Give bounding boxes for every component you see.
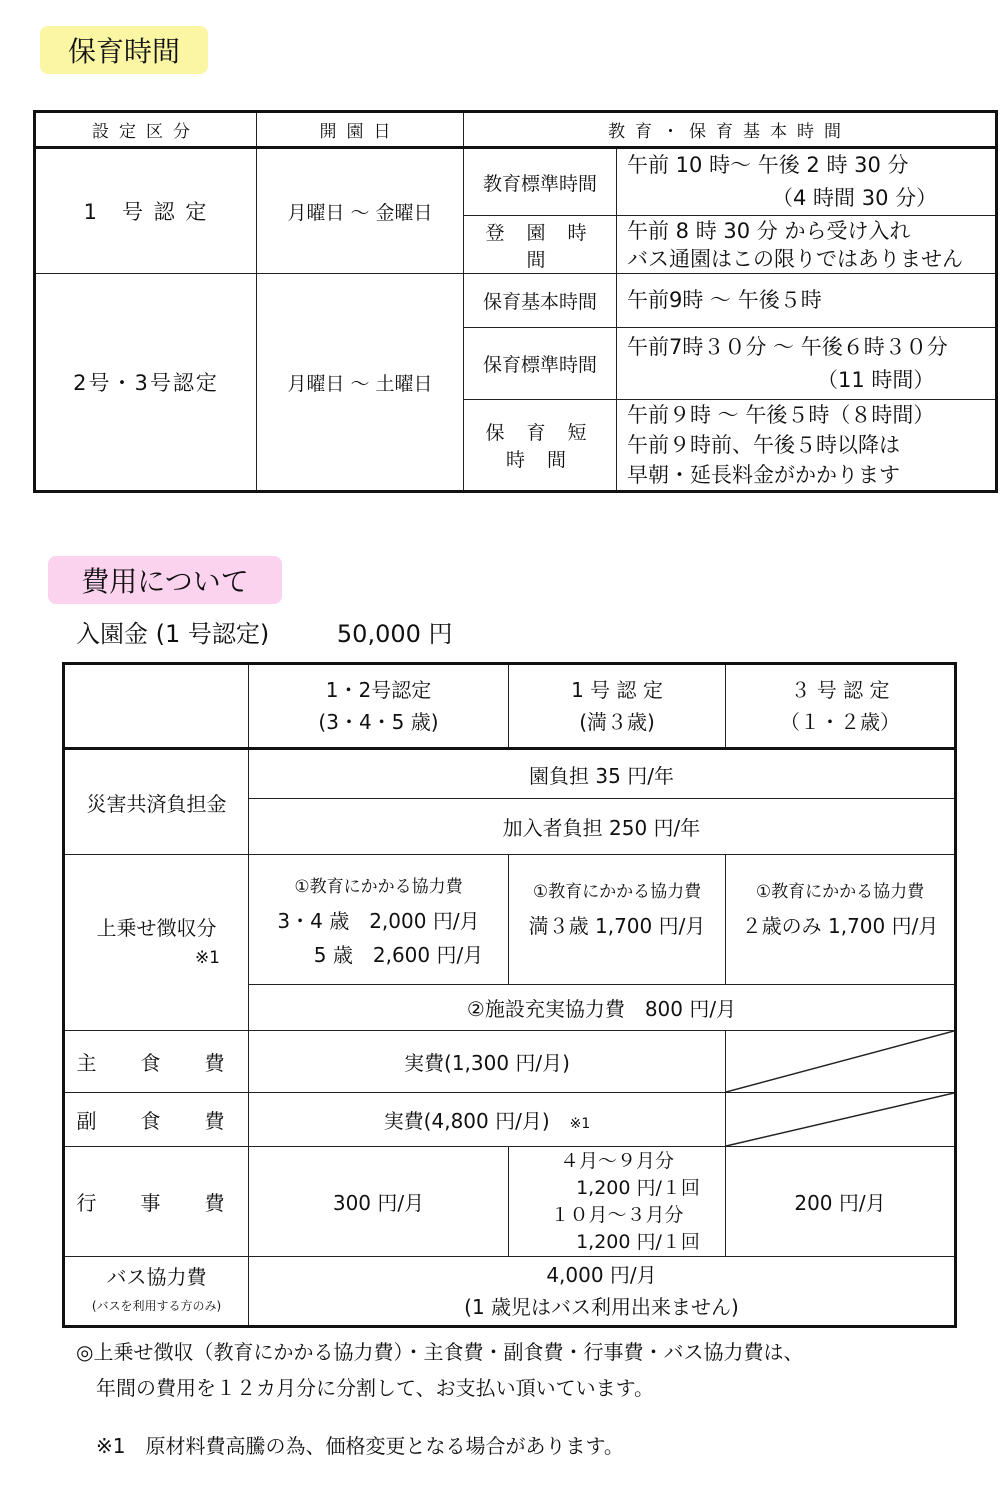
days-cert1: 月曜日 ～ 金曜日 xyxy=(257,148,464,274)
value-care-short: 午前９時 ～ 午後５時（８時間） 午前９時前、午後５時以降は 早朝・延長料金がかかります xyxy=(617,400,997,492)
label-staple: 主 食 費 xyxy=(64,1031,249,1093)
value-event-col1: 300 円/月 xyxy=(249,1147,509,1257)
header-days: 開園日 xyxy=(257,112,464,148)
hours-table xyxy=(33,110,998,493)
extra-col1: ①教育にかかる協力費 3・4 歳 2,000 円/月 5 歳 2,600 円/月 xyxy=(249,855,509,985)
value-care-standard: 午前7時３０分 ～ 午後６時３０分 （11 時間） xyxy=(617,328,997,400)
entrance-fee xyxy=(76,614,453,649)
value-disaster-school: 園負担 35 円/年 xyxy=(249,749,956,799)
header-cert3: ３ 号 認 定 （１・２歳） xyxy=(726,664,956,749)
entrance-fee-label: 入園金 (1 号認定) xyxy=(76,620,270,648)
value-arrival: 午前 8 時 30 分 から受け入れ バス通園はこの限りではありません xyxy=(617,216,997,274)
footnote-1: ◎上乗せ徴収（教育にかかる協力費）・主食費・副食費・行事費・バス協力費は、 xyxy=(76,1340,804,1364)
side-na-cell xyxy=(726,1093,956,1147)
label-extra: 上乗せ徴収分 ※1 xyxy=(64,855,249,1031)
label-basic: 保育基本時間 xyxy=(464,274,617,328)
value-disaster-member: 加入者負担 250 円/年 xyxy=(249,799,956,855)
category-cert1: 1 号 認 定 xyxy=(35,148,257,274)
label-side: 副 食 費 xyxy=(64,1093,249,1147)
section-heading-fees: 費用について xyxy=(48,556,282,604)
value-facility: ②施設充実協力費 800 円/月 xyxy=(249,985,956,1031)
category-cert23: 2号・3号認定 xyxy=(35,274,257,492)
value-event-col3: 200 円/月 xyxy=(726,1147,956,1257)
footnote-2: 年間の費用を１２カ月分に分割して、お支払い頂いています。 xyxy=(96,1376,654,1400)
footnote-3: ※1 原材料費高騰の為、価格変更となる場合があります。 xyxy=(96,1434,624,1458)
label-care-short: 保 育 短 時 間 xyxy=(464,400,617,492)
fees-table xyxy=(62,662,957,1328)
value-bus: 4,000 円/月 (1 歳児はバス利用出来ません) xyxy=(249,1257,956,1327)
value-staple: 実費(1,300 円/月) xyxy=(249,1031,726,1093)
staple-na-cell xyxy=(726,1031,956,1093)
entrance-fee-amount: 50,000 円 xyxy=(336,620,453,648)
label-event: 行 事 費 xyxy=(64,1147,249,1257)
label-care-standard: 保育標準時間 xyxy=(464,328,617,400)
diagonal-slash xyxy=(726,1031,954,1092)
label-disaster: 災害共済負担金 xyxy=(64,749,249,855)
diagonal-slash xyxy=(726,1093,954,1146)
extra-col2: ①教育にかかる協力費 満３歳 1,700 円/月 xyxy=(509,855,726,985)
extra-col3: ①教育にかかる協力費 ２歳のみ 1,700 円/月 xyxy=(726,855,956,985)
label-edu-standard: 教育標準時間 xyxy=(464,148,617,216)
section-heading-hours: 保育時間 xyxy=(40,26,208,74)
header-category: 設定区分 xyxy=(35,112,257,148)
header-cert12: 1・2号認定 (3・4・5 歳) xyxy=(249,664,509,749)
value-side: 実費(4,800 円/月) ※1 xyxy=(249,1093,726,1147)
value-edu-standard: 午前 10 時～ 午後 2 時 30 分 （4 時間 30 分） xyxy=(617,148,997,216)
value-basic: 午前9時 ～ 午後５時 xyxy=(617,274,997,328)
days-cert23: 月曜日 ～ 土曜日 xyxy=(257,274,464,492)
header-blank xyxy=(64,664,249,749)
header-cert1: 1 号 認 定 (満３歳) xyxy=(509,664,726,749)
value-event-col2: ４月～９月分 1,200 円/１回 １０月～３月分 1,200 円/１回 xyxy=(509,1147,726,1257)
label-arrival: 登 園 時 間 xyxy=(464,216,617,274)
header-hours: 教育・保育基本時間 xyxy=(464,112,997,148)
label-bus: バス協力費 (バスを利用する方のみ) xyxy=(64,1257,249,1327)
